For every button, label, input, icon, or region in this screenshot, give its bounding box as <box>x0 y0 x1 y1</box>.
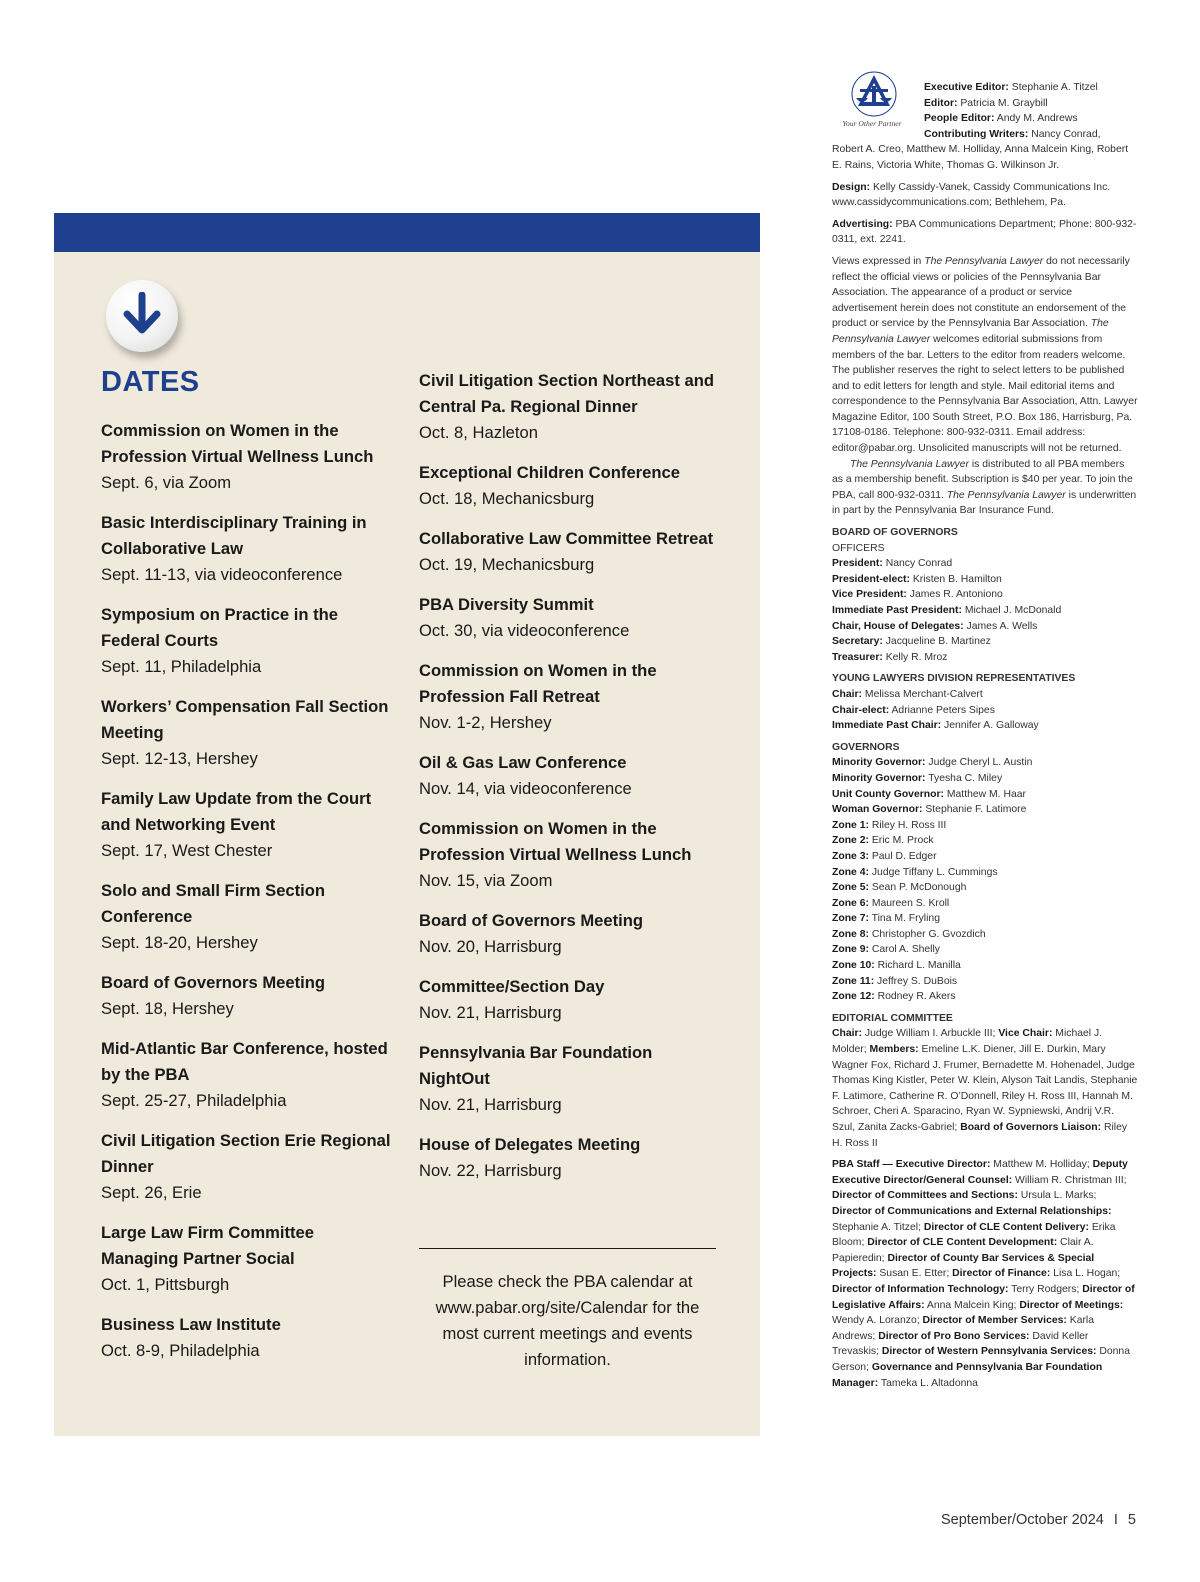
event-title: Large Law Firm Committee Managing Partner Social <box>101 1223 314 1268</box>
calendar-note: Please check the PBA calendar at www.pabar.org/site/Calendar for the most current meetings and events information. <box>435 1272 700 1369</box>
event-item <box>419 974 719 1026</box>
event-date-location: Nov. 21, Harrisburg <box>419 1095 562 1114</box>
page-number: 5 <box>1127 1512 1136 1528</box>
event-title: Civil Litigation Section Northeast and Central Pa. Regional Dinner <box>419 371 715 416</box>
event-title: Civil Litigation Section Erie Regional Dinner <box>101 1131 391 1176</box>
masthead-contributors: Robert A. Creo, Matthew M. Holliday, Anna Malcein King, Robert E. Rains, Victoria White, Thomas G. Wilkinson Jr. <box>832 144 1129 171</box>
dates-column-left <box>101 418 391 1378</box>
dates-title: DATES <box>101 366 200 398</box>
event-date-location: Nov. 20, Harrisburg <box>419 937 562 956</box>
event-date-location: Sept. 26, Erie <box>101 1183 202 1202</box>
event-date-location: Sept. 11, Philadelphia <box>101 657 262 676</box>
event-title: Mid-Atlantic Bar Conference, hosted by the PBA <box>101 1039 388 1084</box>
event-title: Commission on Women in the Profession Virtual Wellness Lunch <box>419 819 692 864</box>
event-date-location: Nov. 22, Harrisburg <box>419 1161 562 1180</box>
down-arrow-icon <box>106 280 178 352</box>
event-item <box>419 460 719 512</box>
event-item <box>419 592 719 644</box>
event-item <box>101 878 391 956</box>
event-title: Commission on Women in the Profession Fall Retreat <box>419 661 657 706</box>
event-title: Pennsylvania Bar Foundation NightOut <box>419 1043 653 1088</box>
event-date-location: Sept. 12-13, Hershey <box>101 749 258 768</box>
event-date-location: Nov. 21, Harrisburg <box>419 1003 562 1022</box>
event-item <box>101 1312 391 1364</box>
event-date-location: Sept. 11-13, via videoconference <box>101 565 343 584</box>
masthead <box>832 56 1138 1397</box>
event-item <box>101 418 391 496</box>
masthead-design: Design: Kelly Cassidy-Vanek, Cassidy Communications Inc. www.cassidycommunications.com; Bethlehem, Pa. <box>832 181 1111 209</box>
event-date-location: Nov. 1-2, Hershey <box>419 713 552 732</box>
event-date-location: Nov. 14, via videoconference <box>419 779 632 798</box>
event-date-location: Oct. 8-9, Philadelphia <box>101 1341 260 1360</box>
event-date-location: Oct. 8, Hazleton <box>419 423 538 442</box>
event-title: House of Delegates Meeting <box>419 1135 641 1154</box>
event-title: Commission on Women in the Profession Virtual Wellness Lunch <box>101 421 374 466</box>
event-item <box>419 526 719 578</box>
event-date-location: Oct. 18, Mechanicsburg <box>419 489 595 508</box>
pba-staff: PBA Staff — Executive Director: Matthew M. Holliday; Deputy Executive Director/General Counsel: William R. Christman III; Director of Committees and Sections: Ursula L. Marks; Director of Communications and External Relationships: Stephanie A. Titzel; Director of CLE Content Delivery: Erika Bloom; Director of CLE Content Development: Clair A. Papieredin; Director of County Bar Services & Special Projects: Susan E. Etter; Director of Finance: Lisa L. Hogan; Director of Information Technology: Terry Rodgers; Director of Legislative Affairs: Anna Malcein King; Director of Meetings: Wendy A. Loranzo; Director of Member Services: Karla Andrews; Director of Pro Bono Services: David Keller Trevaskis; Director of Western Pennsylvania Services: Donna Gerson; Governance and Pennsylvania Bar Foundation Manager: Tameka L. Altadonna <box>832 1159 1135 1389</box>
event-item <box>101 970 391 1022</box>
masthead-advertising: Advertising: PBA Communications Department; Phone: 800-932-0311, ext. 2241. <box>832 218 1137 246</box>
event-title: Symposium on Practice in the Federal Courts <box>101 605 338 650</box>
masthead-disclaimer: Views expressed in The Pennsylvania Lawyer do not necessarily reflect the official views or policies of the Pennsylvania Bar Association. The appearance of a product or service advertisement herein does not constitute an endorsement of the product or service by the Pennsylvania Bar Association. The Pennsylvania Lawyer welcomes editorial submissions from members of the bar. Letters to the editor from readers welcome. The publisher reserves the right to select letters to be published and to edit letters for length and style. Mail editorial items and correspondence to the Pennsylvania Bar Association, Attn. Lawyer Magazine Editor, 100 South Street, P.O. Box 186, Harrisburg, Pa. 17108-0186. Telephone: 800-932-0311. Email address: editor@pabar.org. Unsolicited manuscripts will not be returned. The Pennsylvania Lawyer is distributed to all PBA members as a membership benefit. Subscription is $40 per year. To join the PBA, call 800-932-0311. The Pennsylvania Lawyer is underwritten in part by the Pennsylvania Bar Insurance Fund. <box>832 255 1138 517</box>
event-title: Family Law Update from the Court and Networking Event <box>101 789 372 834</box>
event-date-location: Oct. 1, Pittsburgh <box>101 1275 230 1294</box>
event-date-location: Nov. 15, via Zoom <box>419 871 553 890</box>
event-date-location: Oct. 30, via videoconference <box>419 621 630 640</box>
event-date-location: Sept. 18, Hershey <box>101 999 234 1018</box>
pba-logo <box>832 56 916 132</box>
event-date-location: Oct. 19, Mechanicsburg <box>419 555 595 574</box>
dates-header-bar <box>54 213 760 252</box>
scales-of-justice-icon <box>832 56 916 118</box>
issue-date: September/October 2024 <box>941 1512 1104 1528</box>
event-date-location: Sept. 18-20, Hershey <box>101 933 258 952</box>
event-item <box>419 908 719 960</box>
event-item <box>419 816 719 894</box>
event-item <box>101 694 391 772</box>
event-title: PBA Diversity Summit <box>419 595 594 614</box>
event-date-location: Sept. 17, West Chester <box>101 841 273 860</box>
event-item <box>419 1040 719 1118</box>
event-item <box>419 1132 719 1184</box>
event-date-location: Sept. 25-27, Philadelphia <box>101 1091 287 1110</box>
event-title: Collaborative Law Committee Retreat <box>419 529 714 548</box>
event-item <box>101 602 391 680</box>
event-title: Committee/Section Day <box>419 977 605 996</box>
event-title: Board of Governors Meeting <box>419 911 644 930</box>
editorial-committee: EDITORIAL COMMITTEE Chair: Judge William I. Arbuckle III; Vice Chair: Michael J. Molder; Members: Emeline L.K. Diener, Jill E. Durkin, Mary Wagner Fox, Richard J. Frumer, Bernadette M. Hohenadel, Judge Thomas King Kistler, Peter W. Klein, Alyson Tait Landis, Stephanie F. Latimore, Catherine R. O’Donnell, Riley H. Ross III, Hannah M. Schroer, Cheri A. Sparacino, Ryan W. Sypniewski, Andrij V.R. Szul, Zanita Zacks-Gabriel; Board of Governors Liaison: Riley H. Ross II <box>832 1012 1138 1149</box>
board-officers: BOARD OF GOVERNORS OFFICERS President: Nancy Conrad President-elect: Kristen B. Hamilton Vice President: James R. Antoniono Immediate Past President: Michael J. McDonald Chair, House of Delegates: James A. Wells Secretary: Jacqueline B. Martinez Treasurer: Kelly R. Mroz <box>832 527 1062 663</box>
masthead-editors: Executive Editor: Stephanie A. Titzel Editor: Patricia M. Graybill People Editor: Andy M. Andrews Contributing Writers: Nancy Conrad, <box>924 82 1101 140</box>
event-item <box>419 750 719 802</box>
young-lawyers-division: YOUNG LAWYERS DIVISION REPRESENTATIVES Chair: Melissa Merchant-Calvert Chair-elect: Adrianne Peters Sipes Immediate Past Chair: Jennifer A. Galloway <box>832 673 1076 732</box>
event-item <box>101 1220 391 1298</box>
event-item <box>419 368 719 446</box>
event-title: Business Law Institute <box>101 1315 281 1334</box>
event-title: Basic Interdisciplinary Training in Collaborative Law <box>101 513 367 558</box>
event-title: Solo and Small Firm Section Conference <box>101 881 326 926</box>
event-title: Workers’ Compensation Fall Section Meeting <box>101 697 389 742</box>
event-title: Oil & Gas Law Conference <box>419 753 627 772</box>
event-item <box>101 786 391 864</box>
event-item <box>419 658 719 736</box>
footer-separator: I <box>1113 1512 1118 1528</box>
divider <box>419 1248 716 1249</box>
logo-tagline: Your Other Partner <box>842 119 902 128</box>
event-title: Exceptional Children Conference <box>419 463 680 482</box>
dates-column-right <box>419 368 719 1198</box>
page-footer <box>941 1512 1136 1528</box>
event-item <box>101 1036 391 1114</box>
event-item <box>101 1128 391 1206</box>
event-item <box>101 510 391 588</box>
governors-list: GOVERNORS Minority Governor: Judge Cheryl L. Austin Minority Governor: Tyesha C. Miley Unit County Governor: Matthew M. Haar Woman Governor: Stephanie F. Latimore Zone 1: Riley H. Ross III Zone 2: Eric M. Prock Zone 3: Paul D. Edger Zone 4: Judge Tiffany L. Cummings Zone 5: Sean P. McDonough Zone 6: Maureen S. Kroll Zone 7: Tina M. Fryling Zone 8: Christopher G. Gvozdich Zone 9: Carol A. Shelly Zone 10: Richard L. Manilla Zone 11: Jeffrey S. DuBois Zone 12: Rodney R. Akers <box>832 741 1033 1003</box>
event-title: Board of Governors Meeting <box>101 973 326 992</box>
event-date-location: Sept. 6, via Zoom <box>101 473 232 492</box>
